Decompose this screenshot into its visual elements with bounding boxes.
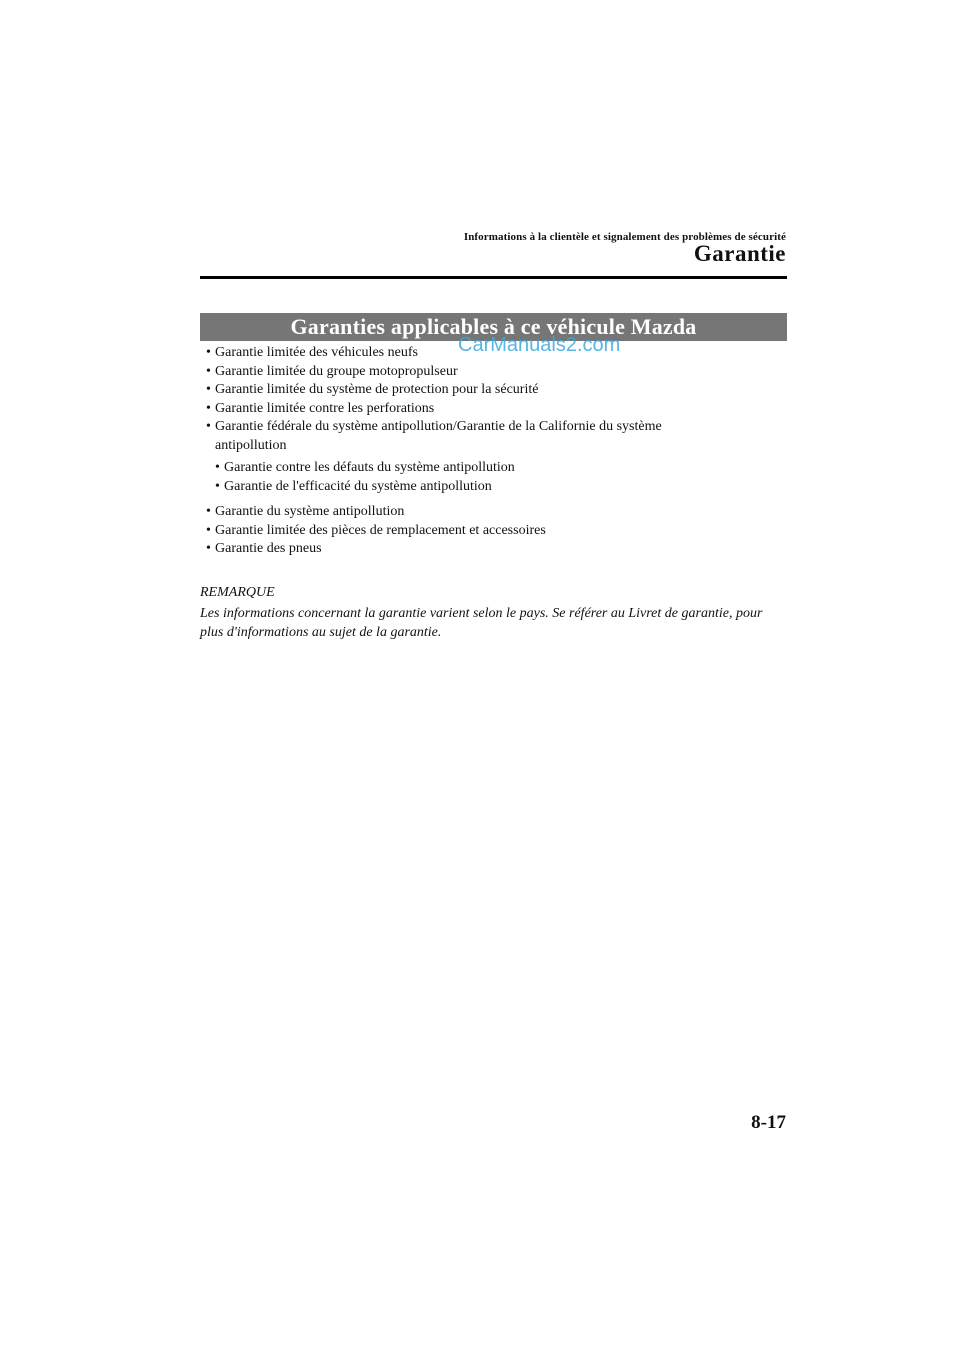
- remark-label: REMARQUE: [200, 585, 275, 600]
- page-title: Garantie: [693, 241, 786, 266]
- list-item-text: Garantie fédérale du système antipollution/Garantie de la Californie du système antipollution: [215, 419, 662, 453]
- bullet-icon: •: [206, 345, 211, 360]
- list-item-text: Garantie contre les défauts du système antipollution: [224, 460, 515, 475]
- bullet-icon: •: [206, 419, 211, 434]
- list-item: [206, 418, 735, 455]
- list-item: [215, 459, 515, 478]
- list-item: [215, 478, 515, 497]
- bullet-icon: •: [215, 460, 220, 475]
- list-item-text: Garantie limitée du système de protection pour la sécurité: [215, 382, 539, 397]
- list-item: [206, 400, 735, 419]
- bullet-icon: •: [206, 541, 211, 556]
- watermark: CarManuals2.com: [458, 334, 621, 356]
- bullet-icon: •: [206, 363, 211, 379]
- list-item-text: Garantie du système antipollution: [215, 504, 405, 519]
- list-item: [206, 522, 546, 541]
- section-banner: Garanties applicables à ce véhicule Mazda: [200, 313, 787, 341]
- list-item-text: Garantie limitée du groupe motopropulseur: [215, 363, 458, 379]
- warranty-list-continued: [206, 503, 546, 559]
- list-item-text: Garantie limitée des véhicules neufs: [215, 345, 418, 360]
- bullet-icon: •: [206, 522, 211, 538]
- bullet-icon: •: [215, 478, 220, 494]
- bullet-icon: •: [206, 504, 211, 519]
- bullet-icon: •: [206, 400, 211, 416]
- list-item: [206, 381, 735, 400]
- list-item: [206, 503, 546, 522]
- remark-text: Les informations concernant la garantie varient selon le pays. Se référer au Livret de garantie, pour plus d'informations au sujet de la garantie.: [200, 606, 763, 640]
- list-item-text: Garantie limitée contre les perforations: [215, 400, 435, 416]
- warranty-list: [206, 344, 735, 455]
- header-kicker: Informations à la clientèle et signalement des problèmes de sécurité: [463, 231, 786, 243]
- list-item: [206, 540, 546, 559]
- list-item-text: Garantie des pneus: [215, 541, 322, 556]
- list-item: [206, 344, 735, 363]
- list-item-text: Garantie limitée des pièces de remplacement et accessoires: [215, 522, 546, 538]
- header-rule: [200, 276, 787, 279]
- bullet-icon: •: [206, 382, 211, 397]
- list-item-text: Garantie de l'efficacité du système antipollution: [224, 478, 492, 494]
- list-item: [206, 363, 735, 382]
- page-number: 8-17: [751, 1112, 786, 1133]
- emission-sublist: [215, 459, 515, 496]
